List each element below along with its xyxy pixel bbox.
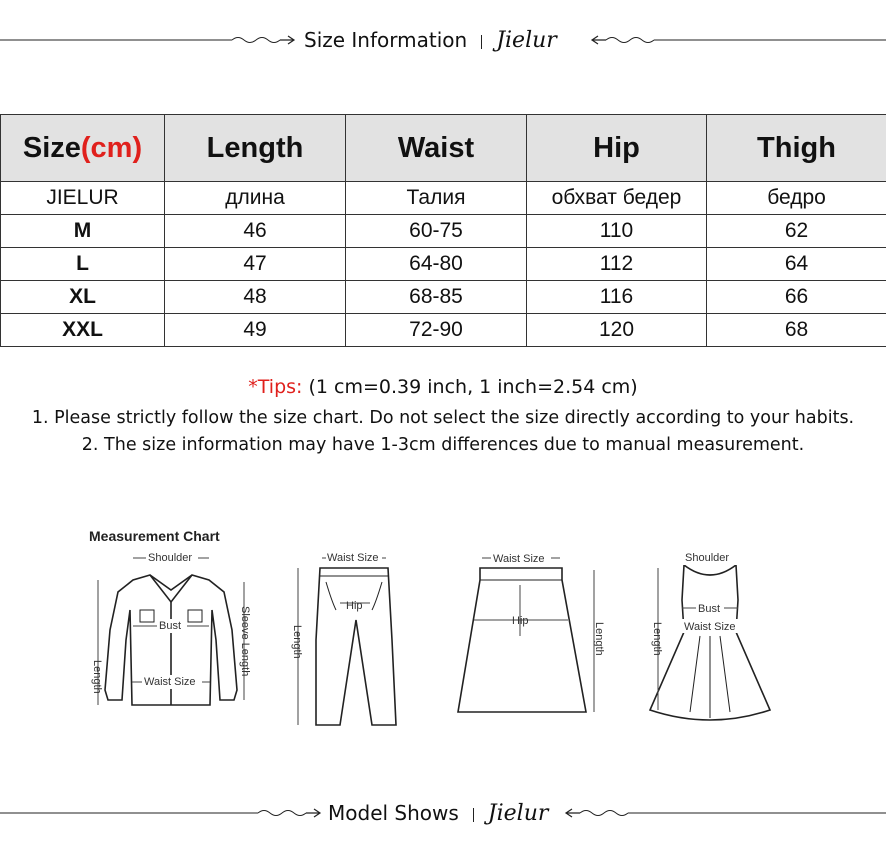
table-row	[1, 281, 886, 314]
table-cell: 62	[707, 215, 886, 248]
size-table	[0, 114, 886, 347]
brand-logo: Jielur	[496, 28, 557, 53]
table-cell: 64	[707, 248, 886, 281]
table-cell: 49	[165, 314, 346, 347]
tip-note-2: 2. The size information may have 1-3cm differences due to manual measurement.	[81, 435, 805, 455]
measurement-chart	[0, 540, 886, 780]
pants-hip-label: Hip	[346, 600, 363, 612]
header-size: Size(cm)	[1, 115, 165, 182]
dress-waist-label: Waist Size	[684, 621, 736, 633]
header-waist: Waist	[346, 115, 527, 182]
header-thigh: Thigh	[707, 115, 886, 182]
shirt-bust-label: Bust	[159, 620, 182, 632]
table-subheader-row	[1, 182, 886, 215]
table-cell: 47	[165, 248, 346, 281]
top-banner	[0, 20, 886, 60]
dress-length-label: Length	[651, 622, 663, 656]
measurement-chart-title: Measurement Chart	[89, 528, 220, 544]
table-cell: M	[1, 215, 165, 248]
tips-line	[0, 376, 886, 398]
table-header-row	[1, 115, 886, 182]
skirt-measure-lines	[474, 558, 594, 712]
banner-separator	[473, 808, 474, 822]
shirt-sleeve-label: Sleeve Length	[239, 606, 251, 677]
pants-measure-lines	[298, 558, 386, 725]
table-cell: 48	[165, 281, 346, 314]
pants-length-label: Length	[291, 625, 303, 659]
shirt-length-label: Length	[91, 660, 103, 694]
table-cell: 110	[527, 215, 707, 248]
table-row	[1, 248, 886, 281]
table-cell: обхват бедер	[527, 182, 707, 215]
table-row	[1, 314, 886, 347]
table-cell: 72-90	[346, 314, 527, 347]
dress-bust-label: Bust	[698, 603, 721, 615]
dress-shoulder-label: Shoulder	[685, 552, 730, 564]
pants-waist-label: Waist Size	[327, 552, 379, 564]
table-cell: 60-75	[346, 215, 527, 248]
unit-conversion: (1 cm=0.39 inch, 1 inch=2.54 cm)	[308, 376, 638, 398]
shirt-waist-label: Waist Size	[144, 676, 196, 688]
pants-illustration	[316, 568, 396, 725]
banner-title: Size Information	[304, 28, 468, 52]
skirt-hip-label: Hip	[512, 615, 529, 627]
table-cell: 46	[165, 215, 346, 248]
skirt-illustration	[458, 568, 586, 712]
bottom-banner	[0, 793, 886, 833]
tip-note-1: 1. Please strictly follow the size chart. Do not select the size directly according to your habits.	[31, 408, 855, 428]
table-cell: JIELUR	[1, 182, 165, 215]
table-cell: Талия	[346, 182, 527, 215]
table-cell: длина	[165, 182, 346, 215]
table-cell: 112	[527, 248, 707, 281]
brand-logo: Jielur	[487, 801, 549, 826]
header-length: Length	[165, 115, 346, 182]
table-cell: XXL	[1, 314, 165, 347]
banner-title: Model Shows	[328, 801, 459, 825]
table-row	[1, 215, 886, 248]
banner-separator	[481, 35, 482, 49]
table-cell: XL	[1, 281, 165, 314]
skirt-length-label: Length	[593, 622, 605, 656]
dress-illustration	[650, 565, 770, 720]
table-cell: 120	[527, 314, 707, 347]
table-cell: 64-80	[346, 248, 527, 281]
shirt-shoulder-label: Shoulder	[148, 552, 193, 564]
dress-measure-lines	[658, 558, 738, 710]
table-cell: бедро	[707, 182, 886, 215]
tips-label: *Tips:	[248, 376, 303, 398]
table-cell: 68-85	[346, 281, 527, 314]
table-cell: 66	[707, 281, 886, 314]
table-cell: 116	[527, 281, 707, 314]
header-hip: Hip	[527, 115, 707, 182]
skirt-waist-label: Waist Size	[493, 553, 545, 565]
table-cell: 68	[707, 314, 886, 347]
table-cell: L	[1, 248, 165, 281]
